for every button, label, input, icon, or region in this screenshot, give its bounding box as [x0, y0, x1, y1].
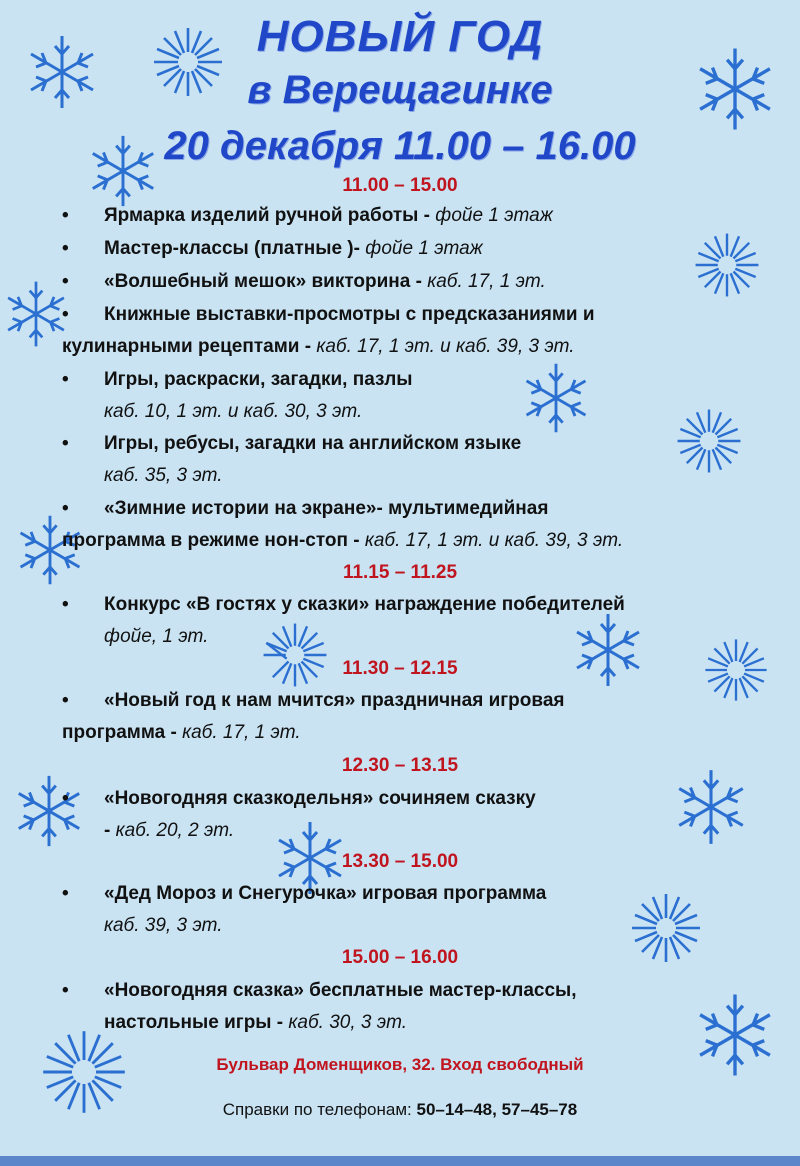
address: Бульвар Доменщиков, 32. Вход свободный	[216, 1055, 584, 1074]
bullet: •	[62, 883, 69, 904]
page-subtitle: в Верещагинке	[247, 68, 553, 112]
time-slot: 15.00 – 16.00	[341, 947, 459, 968]
bullet: •	[62, 238, 69, 259]
item-location: фойе 1 этаж	[359, 238, 483, 259]
item-location: фойе 1 этаж	[429, 205, 553, 226]
item-text-cont: настольные игры -	[104, 1012, 284, 1033]
time-slot: 11.15 – 11.25	[342, 562, 458, 583]
list-item	[62, 975, 782, 1039]
item-location: каб. 35, 3 эт.	[104, 465, 223, 486]
item-text-cont: -	[104, 820, 111, 841]
bullet: •	[62, 690, 69, 711]
item-location: каб. 10, 1 эт. и каб. 30, 3 эт.	[104, 401, 363, 422]
list-item	[62, 299, 782, 363]
list-item	[62, 493, 782, 557]
item-text: Ярмарка изделий ручной работы -	[104, 205, 430, 226]
time-slot: 11.30 – 12.15	[342, 658, 458, 679]
time-slot: 11.00 – 15.00	[342, 175, 458, 196]
item-text: Игры, раскраски, загадки, пазлы	[104, 369, 413, 390]
list-item	[62, 589, 782, 653]
phone-info	[0, 1100, 800, 1120]
time-slot: 12.30 – 13.15	[341, 755, 459, 776]
bullet: •	[62, 594, 69, 615]
item-text: Мастер-классы (платные )-	[104, 238, 360, 259]
list-item	[62, 233, 782, 265]
item-text: «Зимние истории на экране»- мультимедийная	[104, 498, 549, 519]
list-item	[62, 364, 782, 428]
item-location: каб. 17, 1 эт.	[176, 722, 301, 743]
phone-label: Справки по телефонам:	[222, 1100, 417, 1119]
bullet: •	[62, 304, 69, 325]
bullet: •	[62, 369, 69, 390]
item-text-cont: кулинарными рецептами -	[62, 336, 312, 357]
bullet: •	[62, 980, 69, 1001]
bullet: •	[62, 271, 69, 292]
item-location: каб. 39, 3 эт.	[104, 915, 223, 936]
item-text: Книжные выставки-просмотры с предсказаниями и	[104, 304, 595, 325]
item-location: каб. 20, 2 эт.	[110, 820, 235, 841]
item-location: каб. 17, 1 эт. и каб. 39, 3 эт.	[359, 530, 624, 551]
bottom-border	[0, 1156, 800, 1166]
list-item	[62, 428, 782, 492]
item-text: «Новый год к нам мчится» праздничная игровая	[104, 690, 565, 711]
item-text-cont: программа в режиме нон-стоп -	[62, 530, 360, 551]
bullet: •	[62, 433, 69, 454]
bullet: •	[62, 498, 69, 519]
item-text: «Новогодняя сказкодельня» сочиняем сказку	[104, 788, 536, 809]
item-location: каб. 17, 1 эт. и каб. 39, 3 эт.	[311, 336, 575, 357]
list-item	[62, 200, 782, 232]
time-slot: 13.30 – 15.00	[341, 851, 459, 872]
item-location: фойе, 1 эт.	[104, 626, 209, 647]
phone-numbers: 50–14–48, 57–45–78	[416, 1100, 578, 1119]
list-item	[62, 266, 782, 298]
item-text: «Дед Мороз и Снегурочка» игровая программа	[104, 883, 547, 904]
page-title: НОВЫЙ ГОД	[256, 12, 544, 61]
item-text: Конкурс «В гостях у сказки» награждение победителей	[104, 594, 625, 615]
item-text: «Волшебный мешок» викторина -	[104, 271, 422, 292]
event-date: 20 декабря 11.00 – 16.00	[164, 124, 636, 168]
bullet: •	[62, 205, 69, 226]
list-item	[62, 783, 782, 847]
list-item	[62, 878, 782, 942]
item-text: Игры, ребусы, загадки на английском языке	[104, 433, 522, 454]
item-text-cont: программа -	[62, 722, 177, 743]
list-item	[62, 685, 782, 749]
item-location: каб. 17, 1 эт.	[421, 271, 546, 292]
item-text: «Новогодняя сказка» бесплатные мастер-классы,	[104, 980, 577, 1001]
item-location: каб. 30, 3 эт.	[283, 1012, 407, 1033]
bullet: •	[62, 788, 69, 809]
